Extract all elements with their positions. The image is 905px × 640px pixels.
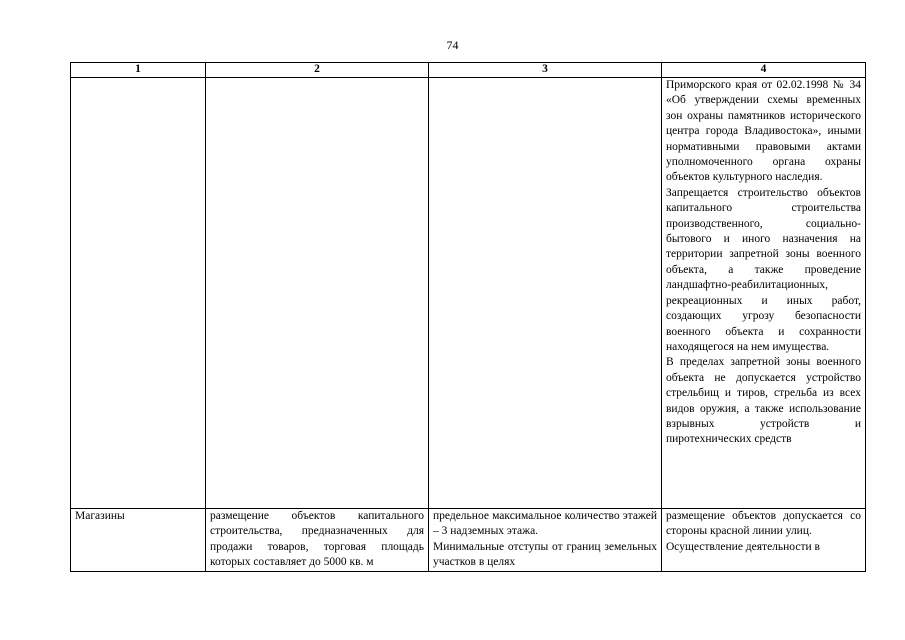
table-header-row <box>71 63 866 78</box>
restrictions-paragraph-2: Запрещается строительство объектов капитального строительства производственного, социально-бытового и иного назначения на территории запретной зоны военного объекта, а также проведение ландшафтно-реабилитационных, рекреационных и иных работ, создающих угрозу безопасности военного объекта и сохранности находящегося на нем имущества. <box>666 186 861 353</box>
restrictions-paragraph-3: В пределах запретной зоны военного объекта не допускается устройство стрельбищ и тиров, стрельба из всех видов оружия, а также использование взрывных устройств и пиротехнических средств <box>666 356 861 446</box>
row1-cell-3 <box>429 78 662 509</box>
conditions-paragraph-1: размещение объектов допускается со стороны красной линии улиц. <box>666 510 861 538</box>
column-header-3: 3 <box>429 63 662 78</box>
restrictions-paragraph-1: Приморского края от 02.02.1998 № 34 «Об утверждении схемы временных зон охраны памятников исторического центра города Владивостока», иными нормативными правовыми актами уполномоченного органа охраны объектов культурного наследия. <box>666 79 861 184</box>
page-number: 74 <box>446 38 459 52</box>
table-row <box>71 78 866 509</box>
land-use-description: размещение объектов капитального строительства, предназначенных для продажи товаров, торговая площадь которых составляет до 5000 кв. м <box>206 509 429 572</box>
column-header-4: 4 <box>662 63 866 78</box>
conditions-paragraph-2: Осуществление деятельности в <box>666 540 820 553</box>
column-header-1: 1 <box>71 63 206 78</box>
row1-cell-4 <box>662 78 866 509</box>
column-header-2: 2 <box>206 63 429 78</box>
table-row <box>71 509 866 572</box>
row1-cell-2 <box>206 78 429 509</box>
row1-cell-1 <box>71 78 206 509</box>
row2-cell-3 <box>429 509 662 572</box>
parameters-paragraph-1: предельное максимальное количество этажей – 3 надземных этажа. <box>433 510 657 538</box>
land-use-type: Магазины <box>71 509 206 572</box>
parameters-paragraph-2: Минимальные отступы от границ земельных участков в целях <box>433 540 657 569</box>
zoning-table <box>70 62 866 572</box>
row2-cell-4 <box>662 509 866 572</box>
